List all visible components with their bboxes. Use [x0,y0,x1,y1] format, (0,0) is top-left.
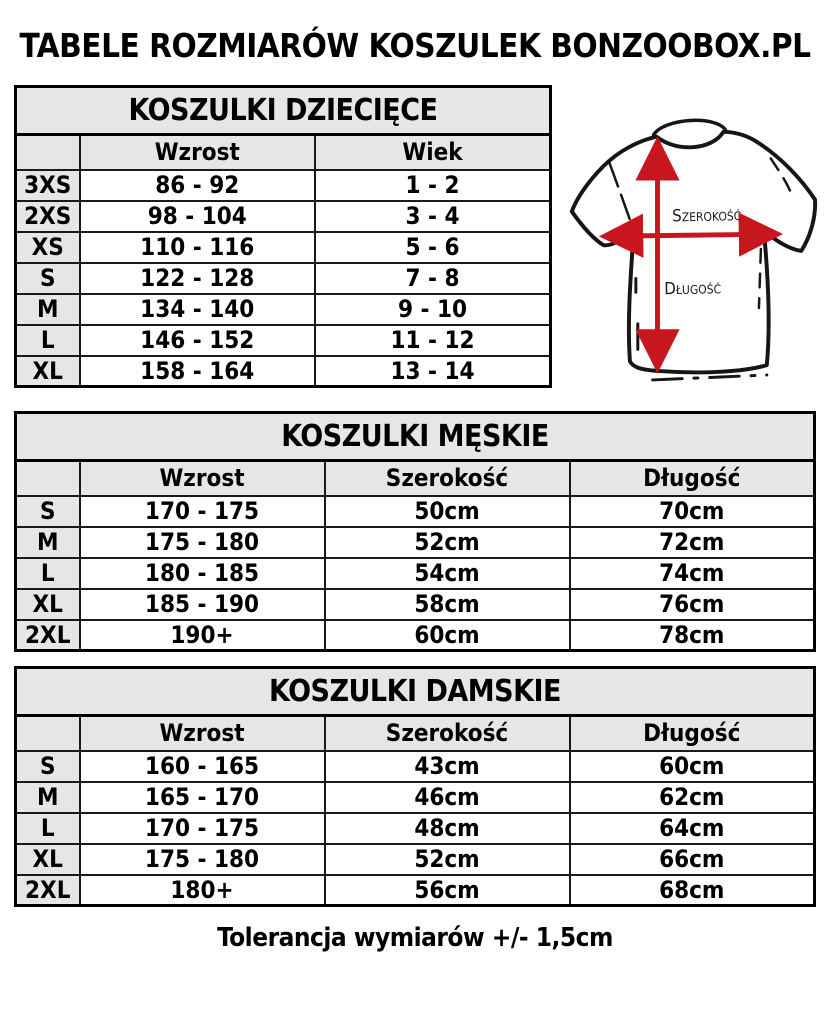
value-cell: 122 - 128 [80,263,316,294]
value-cell: 58cm [325,589,570,620]
size-corner-cell [16,716,80,751]
value-cell: 56cm [325,875,570,906]
value-cell: 158 - 164 [80,356,316,387]
size-label-cell: S [16,496,80,527]
value-cell: 76cm [570,589,815,620]
size-label-cell: XL [16,356,80,387]
value-cell: 180 - 185 [80,558,325,589]
value-cell: 170 - 175 [80,496,325,527]
value-cell: 185 - 190 [80,589,325,620]
table-row [16,294,551,325]
size-label-cell: L [16,325,80,356]
value-cell: 60cm [570,751,815,782]
tshirt-outline [572,132,815,373]
table-row [16,620,815,651]
value-cell: 46cm [325,782,570,813]
value-cell: 86 - 92 [80,170,316,201]
tolerance-note: Tolerancja wymiarów +/- 1,5cm [217,923,613,953]
size-label-cell: 2XS [16,201,80,232]
column-header: Wzrost [80,716,325,751]
size-label-cell: M [16,294,80,325]
value-cell: 160 - 165 [80,751,325,782]
value-cell: 62cm [570,782,815,813]
kids-size-table [14,85,552,388]
table-row [16,201,551,232]
table-title-men: KOSZULKI MĘSKIE [16,413,815,461]
value-cell: 190+ [80,620,325,651]
value-cell: 52cm [325,844,570,875]
value-cell: 165 - 170 [80,782,325,813]
size-corner-cell [16,135,80,170]
table-row [16,589,815,620]
tshirt-hem-dash [653,375,767,380]
page-title: TABELE ROZMIARÓW KOSZULEK BONZOOBOX.PL [19,26,811,65]
size-label-cell: 3XS [16,170,80,201]
men-size-table [14,411,816,652]
value-cell: 7 - 8 [315,263,551,294]
table-row [16,751,815,782]
tshirt-collar [654,120,726,134]
table-row [16,325,551,356]
value-cell: 110 - 116 [80,232,316,263]
length-arrow-label: Długość [664,277,722,299]
size-label-cell: L [16,558,80,589]
value-cell: 180+ [80,875,325,906]
column-header: Długość [570,716,815,751]
value-cell: 72cm [570,527,815,558]
value-cell: 175 - 180 [80,844,325,875]
table-row [16,844,815,875]
tshirt-diagram [562,85,818,397]
table-row [16,782,815,813]
value-cell: 9 - 10 [315,294,551,325]
table-row [16,527,815,558]
value-cell: 78cm [570,620,815,651]
table-row [16,875,815,906]
table-row [16,170,551,201]
value-cell: 13 - 14 [315,356,551,387]
value-cell: 48cm [325,813,570,844]
value-cell: 5 - 6 [315,232,551,263]
width-arrow [611,234,771,236]
column-header: Wzrost [80,461,325,496]
column-header: Długość [570,461,815,496]
value-cell: 146 - 152 [80,325,316,356]
table-row [16,558,815,589]
size-label-cell: M [16,782,80,813]
size-label-cell: XL [16,844,80,875]
value-cell: 1 - 2 [315,170,551,201]
value-cell: 52cm [325,527,570,558]
size-label-cell: XL [16,589,80,620]
value-cell: 70cm [570,496,815,527]
column-header: Wiek [315,135,551,170]
value-cell: 98 - 104 [80,201,316,232]
women-size-table [14,666,816,907]
table-row [16,496,815,527]
value-cell: 3 - 4 [315,201,551,232]
size-label-cell: M [16,527,80,558]
table-row [16,232,551,263]
size-label-cell: 2XL [16,620,80,651]
table-row [16,813,815,844]
table-title-women: KOSZULKI DAMSKIE [16,668,815,716]
value-cell: 175 - 180 [80,527,325,558]
column-header: Wzrost [80,135,316,170]
size-label-cell: S [16,263,80,294]
value-cell: 68cm [570,875,815,906]
value-cell: 134 - 140 [80,294,316,325]
value-cell: 66cm [570,844,815,875]
size-label-cell: 2XL [16,875,80,906]
value-cell: 64cm [570,813,815,844]
column-header: Szerokość [325,461,570,496]
table-row [16,263,551,294]
column-header: Szerokość [325,716,570,751]
size-label-cell: L [16,813,80,844]
table-row [16,356,551,387]
value-cell: 11 - 12 [315,325,551,356]
value-cell: 74cm [570,558,815,589]
value-cell: 60cm [325,620,570,651]
tshirt-illustration [562,97,818,397]
width-arrow-label: Szerokość [671,204,742,226]
value-cell: 50cm [325,496,570,527]
value-cell: 54cm [325,558,570,589]
table-title-kids: KOSZULKI DZIECIĘCE [16,87,551,135]
top-section [0,85,830,397]
size-label-cell: XS [16,232,80,263]
value-cell: 43cm [325,751,570,782]
value-cell: 170 - 175 [80,813,325,844]
size-corner-cell [16,461,80,496]
size-label-cell: S [16,751,80,782]
